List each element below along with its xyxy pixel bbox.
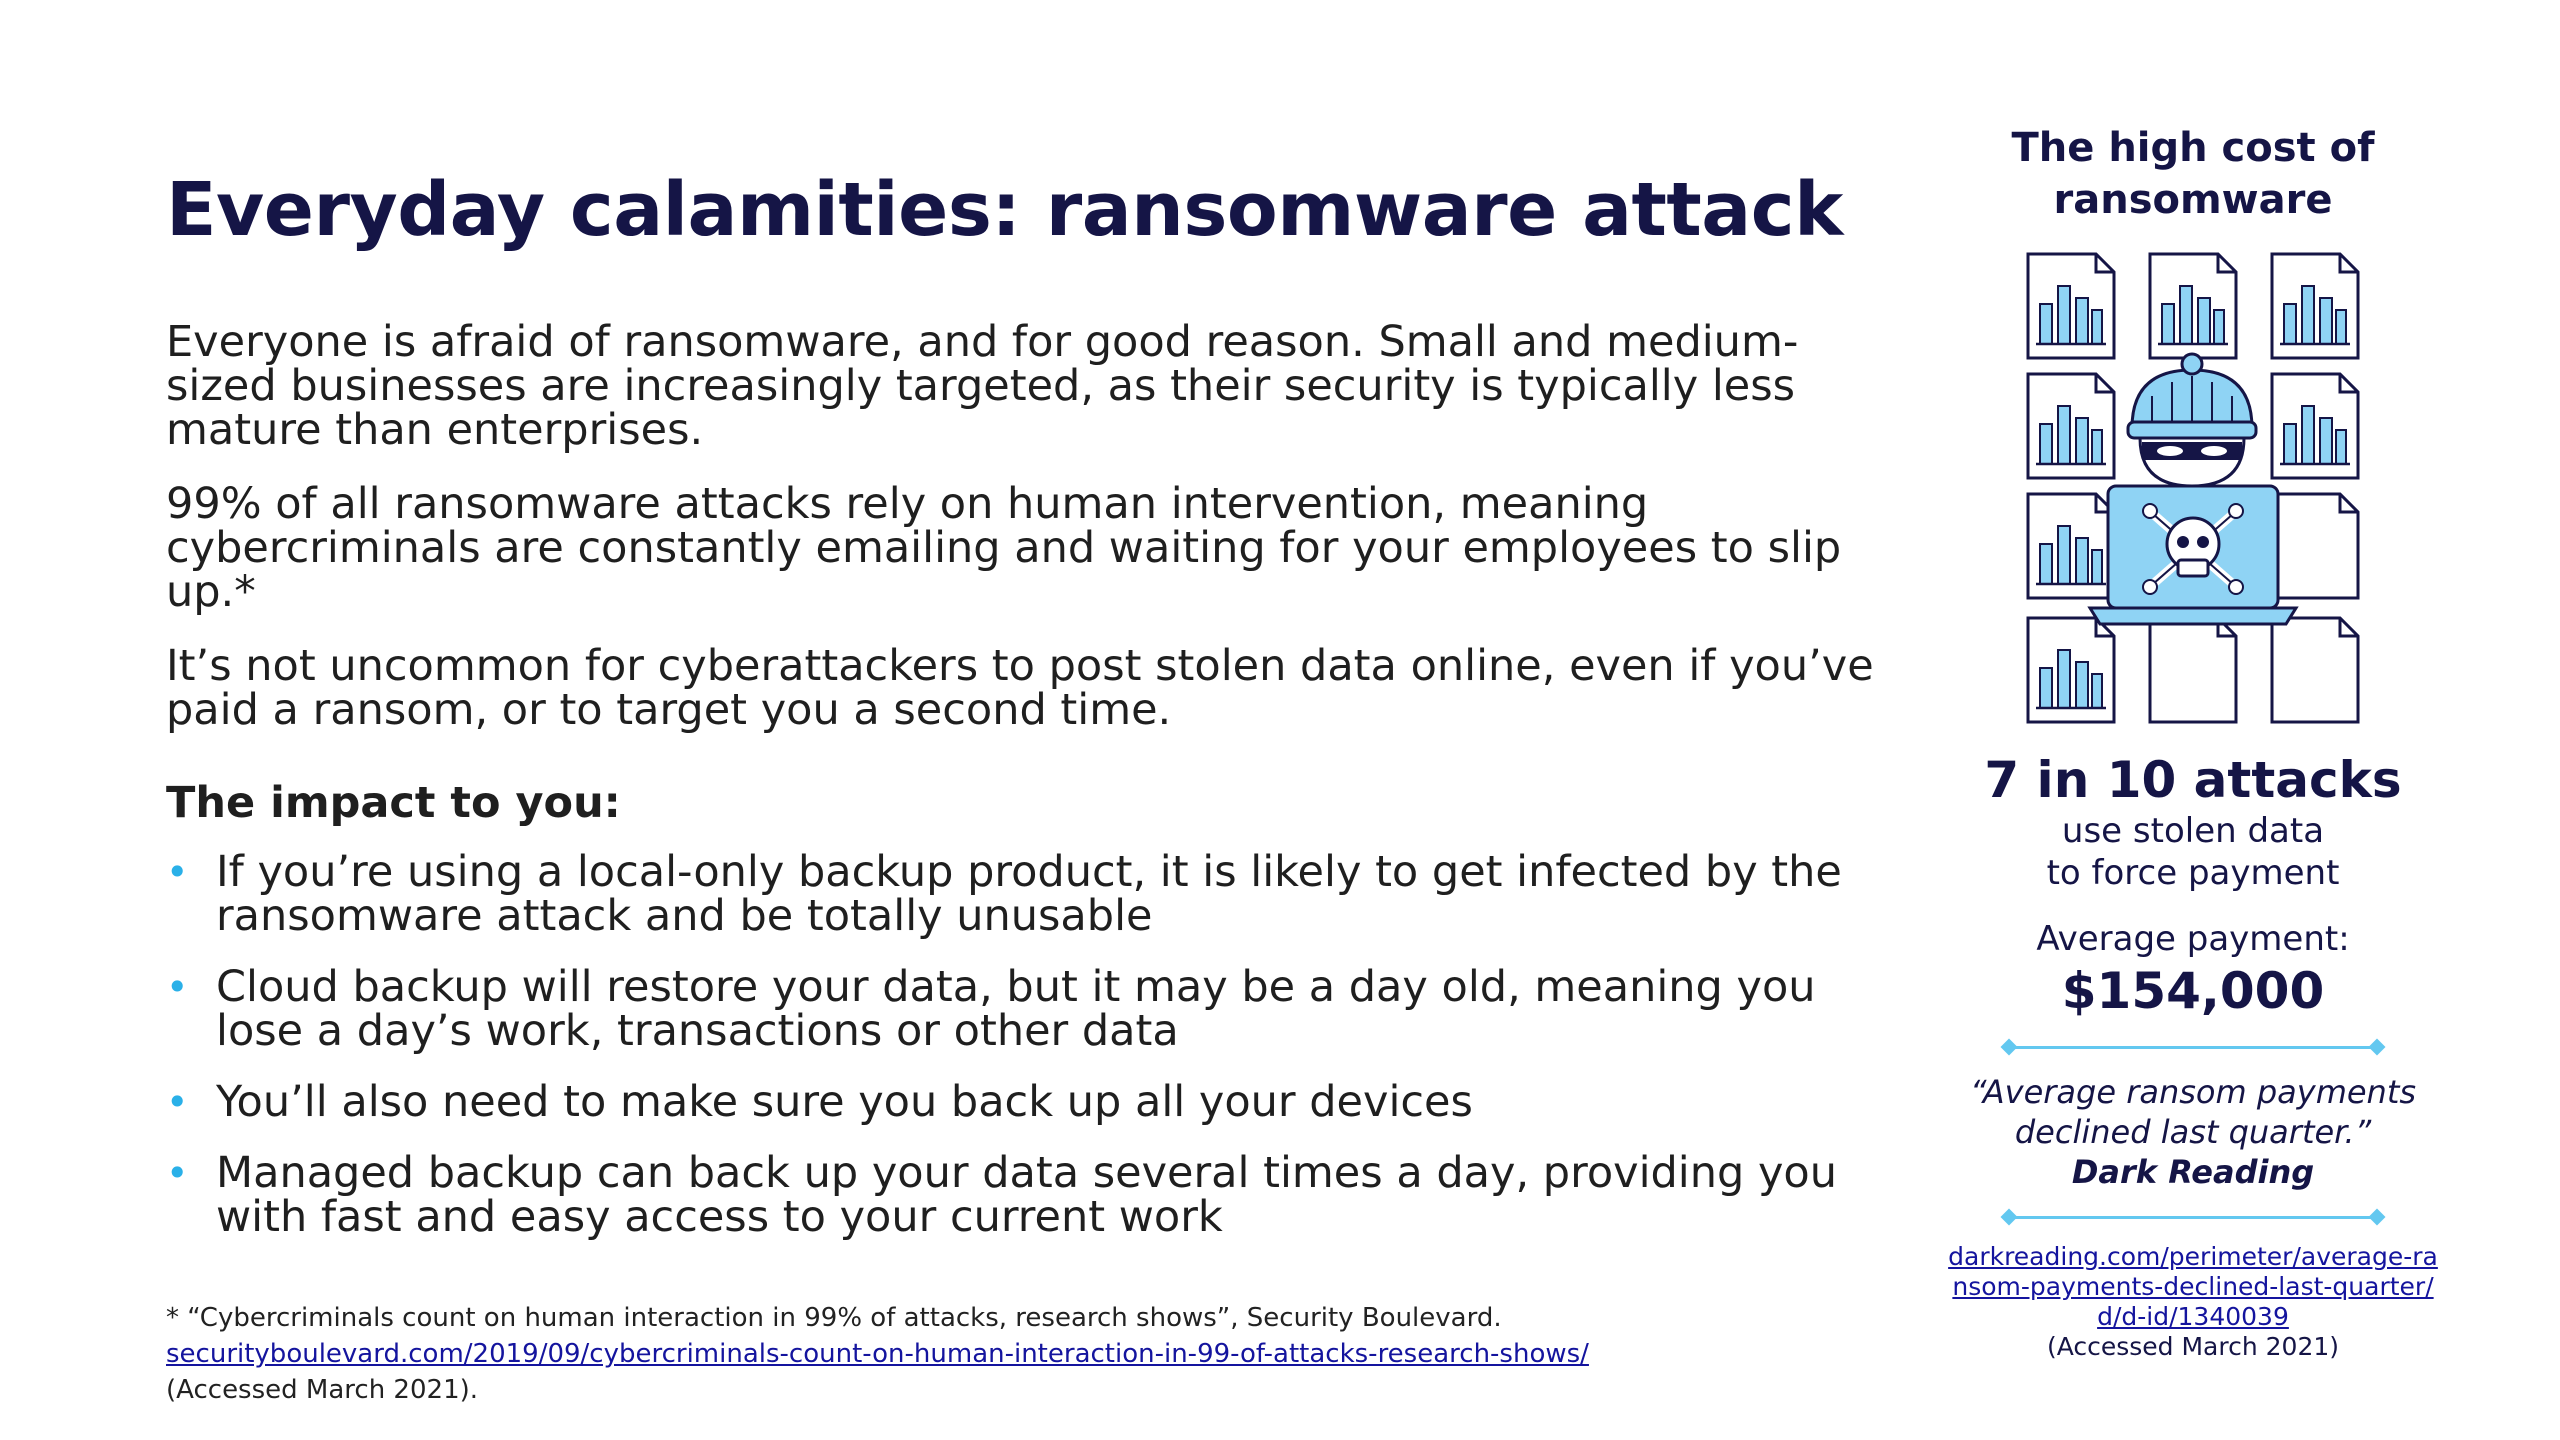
document-chart-icon — [2028, 254, 2114, 358]
footnote-citation: * “Cybercriminals count on human interaction in 99% of attacks, research shows”, Security Boulevard. — [166, 1303, 1502, 1333]
divider-top — [2003, 1040, 2383, 1054]
ransomware-illustration — [2018, 246, 2368, 736]
list-item — [166, 962, 1906, 1056]
blank-document-icon — [2150, 618, 2236, 722]
quote-source: Dark Reading — [2071, 1153, 2315, 1191]
hacker-icon — [2090, 354, 2296, 624]
bullet-dot-icon: • — [166, 1151, 189, 1195]
intro-text — [166, 317, 1906, 762]
impact-heading: The impact to you: — [166, 778, 621, 828]
sidebar — [1948, 122, 2438, 1362]
quote-line-2: declined last quarter.” — [2014, 1113, 2372, 1151]
bullet-text: If you’re using a local-only backup product, it is likely to get infected by the ransomware attack and be totally unusable — [216, 847, 1842, 941]
footnote — [166, 1300, 1916, 1408]
blank-document-icon — [2272, 618, 2358, 722]
divider-bottom — [2003, 1210, 2383, 1224]
document-chart-icon — [2028, 618, 2114, 722]
document-chart-icon — [2150, 254, 2236, 358]
average-payment-value: $154,000 — [2061, 962, 2325, 1020]
document-chart-icon — [2028, 374, 2114, 478]
footnote-accessed: (Accessed March 2021). — [166, 1375, 479, 1405]
list-item — [166, 1077, 1906, 1127]
document-chart-icon — [2272, 374, 2358, 478]
paragraph-1: Everyone is afraid of ransomware, and for good reason. Small and medium-sized businesses are increasingly targeted, as their security is typically less mature than enterprises. — [166, 317, 1799, 455]
list-item — [166, 1148, 1906, 1242]
sidebar-title: The high cost of ransomware — [2011, 125, 2375, 223]
list-item — [166, 847, 1906, 941]
sidebar-source-link[interactable]: darkreading.com/perimeter/average-ransom-payments-declined-last-quarter/d/d-id/1340039 — [1948, 1242, 2438, 1331]
document-chart-icon — [2272, 254, 2358, 358]
footnote-link[interactable]: securityboulevard.com/2019/09/cybercriminals-count-on-human-interaction-in-99-of-attacks-research-shows/ — [166, 1339, 1589, 1369]
document-chart-icon — [2028, 494, 2114, 598]
bullet-dot-icon: • — [166, 1080, 189, 1124]
stat-line-1: use stolen data — [2061, 811, 2325, 851]
stat-line-2: to force payment — [2046, 853, 2340, 893]
quote-line-1: “Average ransom payments — [1969, 1073, 2417, 1111]
slide-title: Everyday calamities: ransomware attack — [166, 167, 1843, 253]
bullet-text: Cloud backup will restore your data, but it may be a day old, meaning you lose a day’s work, transactions or other data — [216, 962, 1816, 1056]
bullet-text: Managed backup can back up your data several times a day, providing you with fast and easy access to your current work — [216, 1148, 1837, 1242]
bullet-dot-icon: • — [166, 965, 189, 1009]
blank-document-icon — [2272, 494, 2358, 598]
paragraph-2: 99% of all ransomware attacks rely on human intervention, meaning cybercriminals are constantly emailing and waiting for your employees to slip up.* — [166, 479, 1842, 617]
sidebar-accessed: (Accessed March 2021) — [2046, 1332, 2340, 1361]
stat-headline: 7 in 10 attacks — [1984, 751, 2402, 809]
bullet-text: You’ll also need to make sure you back up all your devices — [216, 1077, 1473, 1127]
average-payment-label: Average payment: — [2036, 919, 2350, 959]
paragraph-3: It’s not uncommon for cyberattackers to post stolen data online, even if you’ve paid a ransom, or to target you a second time. — [166, 641, 1874, 735]
impact-list — [166, 847, 1906, 1266]
bullet-dot-icon: • — [166, 850, 189, 894]
